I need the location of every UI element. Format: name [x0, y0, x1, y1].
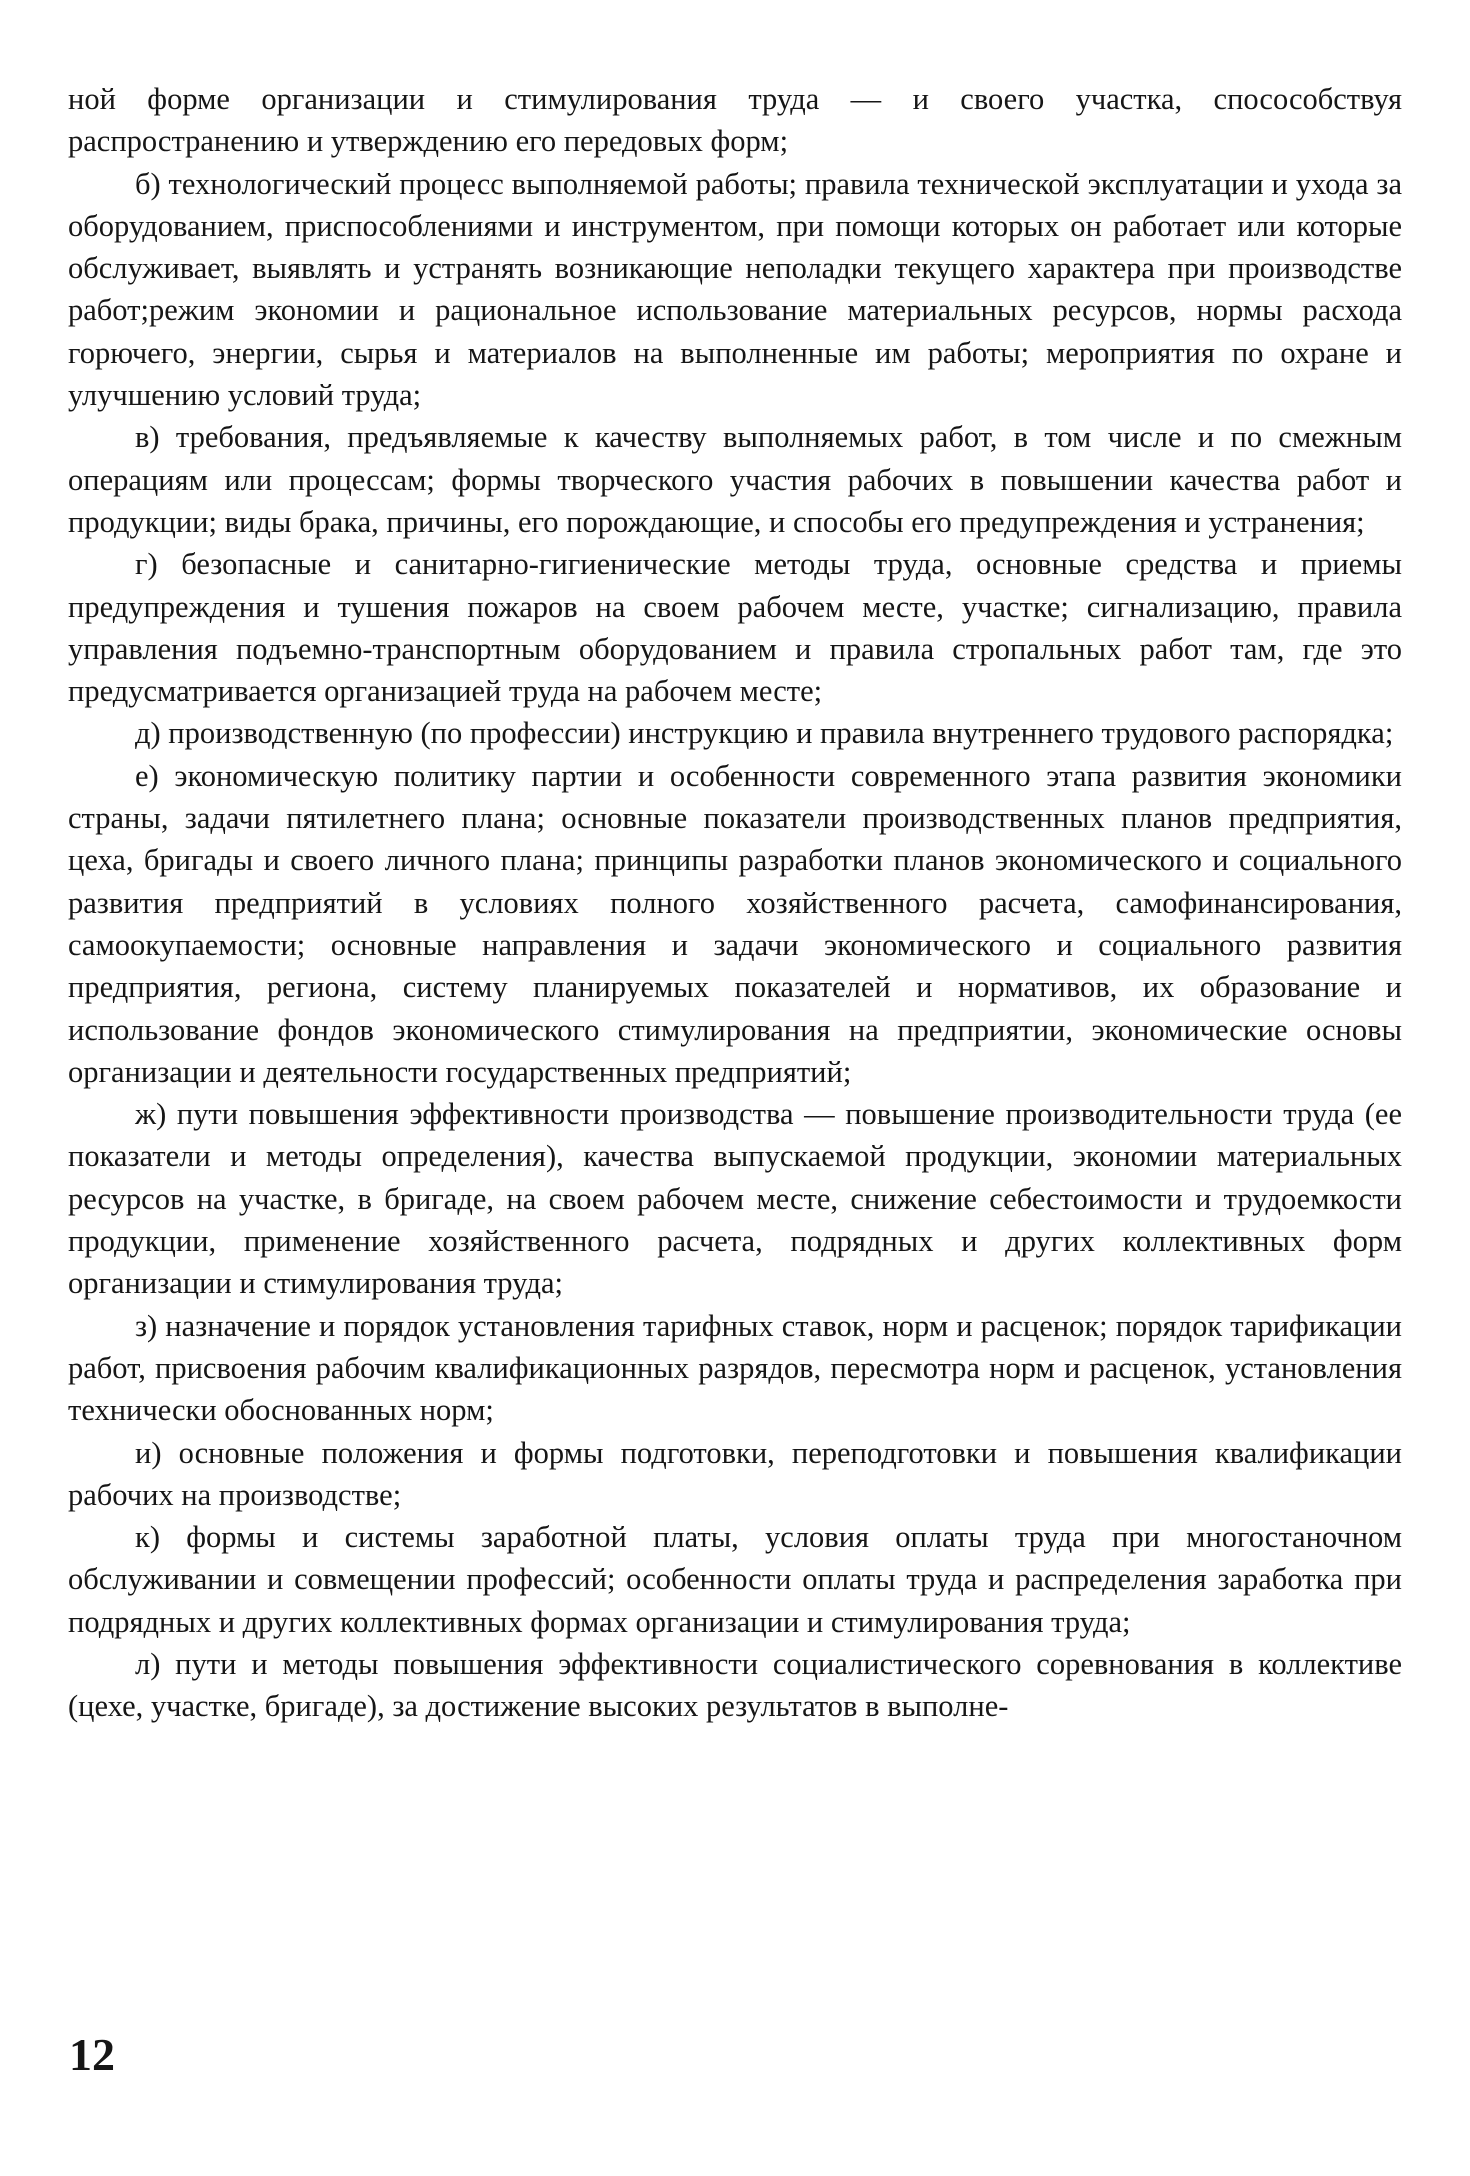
paragraph-e: е) экономическую политику партии и особенности современного этапа развития экономики страны, задачи пятилетнего плана; основные показатели производственных планов предприятия, цеха, бригады и своего личного плана; принципы разработки планов экономического и социального развития предприятий в условиях полного хозяйственного расчета, самофинансирования, самоокупаемости; основные направления и задачи экономического и социального развития предприятия, региона, систему планируемых показателей и нормативов, их образование и использование фондов экономического стимулирования на предприятии, экономические основы организации и деятельности государственных предприятий; — [68, 758, 1402, 1089]
paragraph-zh: ж) пути повышения эффективности производства — повышение производительности труда (ее показатели и методы определения), качества выпускаемой продукции, экономии материальных ресурсов на участке, в бригаде, на своем рабочем месте, снижение себестоимости и трудоемкости продукции, применение хозяйственного расчета, подрядных и других коллективных форм организации и стимулирования труда; — [68, 1097, 1402, 1301]
paragraph-z: з) назначение и порядок установления тарифных ставок, норм и расценок; порядок тарификации работ, присвоения рабочим квалификационных разрядов, пересмотра норм и расценок, установления технически обоснованных норм; — [68, 1308, 1402, 1428]
page-body — [68, 78, 1402, 1728]
paragraph-continuation: ной форме организации и стимулирования труда — и своего участка, спосособствуя распространению и утверждению его передовых форм; — [68, 82, 1402, 159]
page-number: 12 — [69, 2029, 115, 2080]
paragraph-d: д) производственную (по профессии) инструкцию и правила внутреннего трудового распорядка; — [135, 716, 1394, 751]
paragraph-i: и) основные положения и формы подготовки, переподготовки и повышения квалификации рабочих на производстве; — [68, 1435, 1402, 1512]
paragraph-k: к) формы и системы заработной платы, условия оплаты труда при многостаночном обслуживании и совмещении профессий; особенности оплаты труда и распределения заработка при подрядных и других коллективных формах организации и стимулирования труда; — [68, 1520, 1402, 1639]
paragraph-g: г) безопасные и санитарно-гигиенические методы труда, основные средства и приемы предупреждения и тушения пожаров на своем рабочем месте, участке; сигнализацию, правила управления подъемно-транспортным оборудованием и правила стропальных работ там, где это предусматривается организацией труда на рабочем месте; — [68, 547, 1402, 709]
paragraph-v: в) требования, предъявляемые к качеству выполняемых работ, в том числе и по смежным операциям или процессам; формы творческого участия рабочих в повышении качества работ и продукции; виды брака, причины, его порождающие, и способы его предупреждения и устранения; — [68, 420, 1402, 539]
paragraph-b: б) технологический процесс выполняемой работы; правила технической эксплуатации и ухода за оборудованием, приспособлениями и инструментом, при помощи которых он работает или которые обслуживает, выявлять и устранять возникающие неполадки текущего характера при производстве работ;режим экономии и рациональное использование материальных ресурсов, нормы расхода горючего, энергии, сырья и материалов на выполненные им работы; мероприятия по охране и улучшению условий труда; — [68, 166, 1402, 413]
paragraph-l: л) пути и методы повышения эффективности социалистического соревнования в коллективе (цехе, участке, бригаде), за достижение высоких результатов в выполне- — [68, 1646, 1402, 1724]
